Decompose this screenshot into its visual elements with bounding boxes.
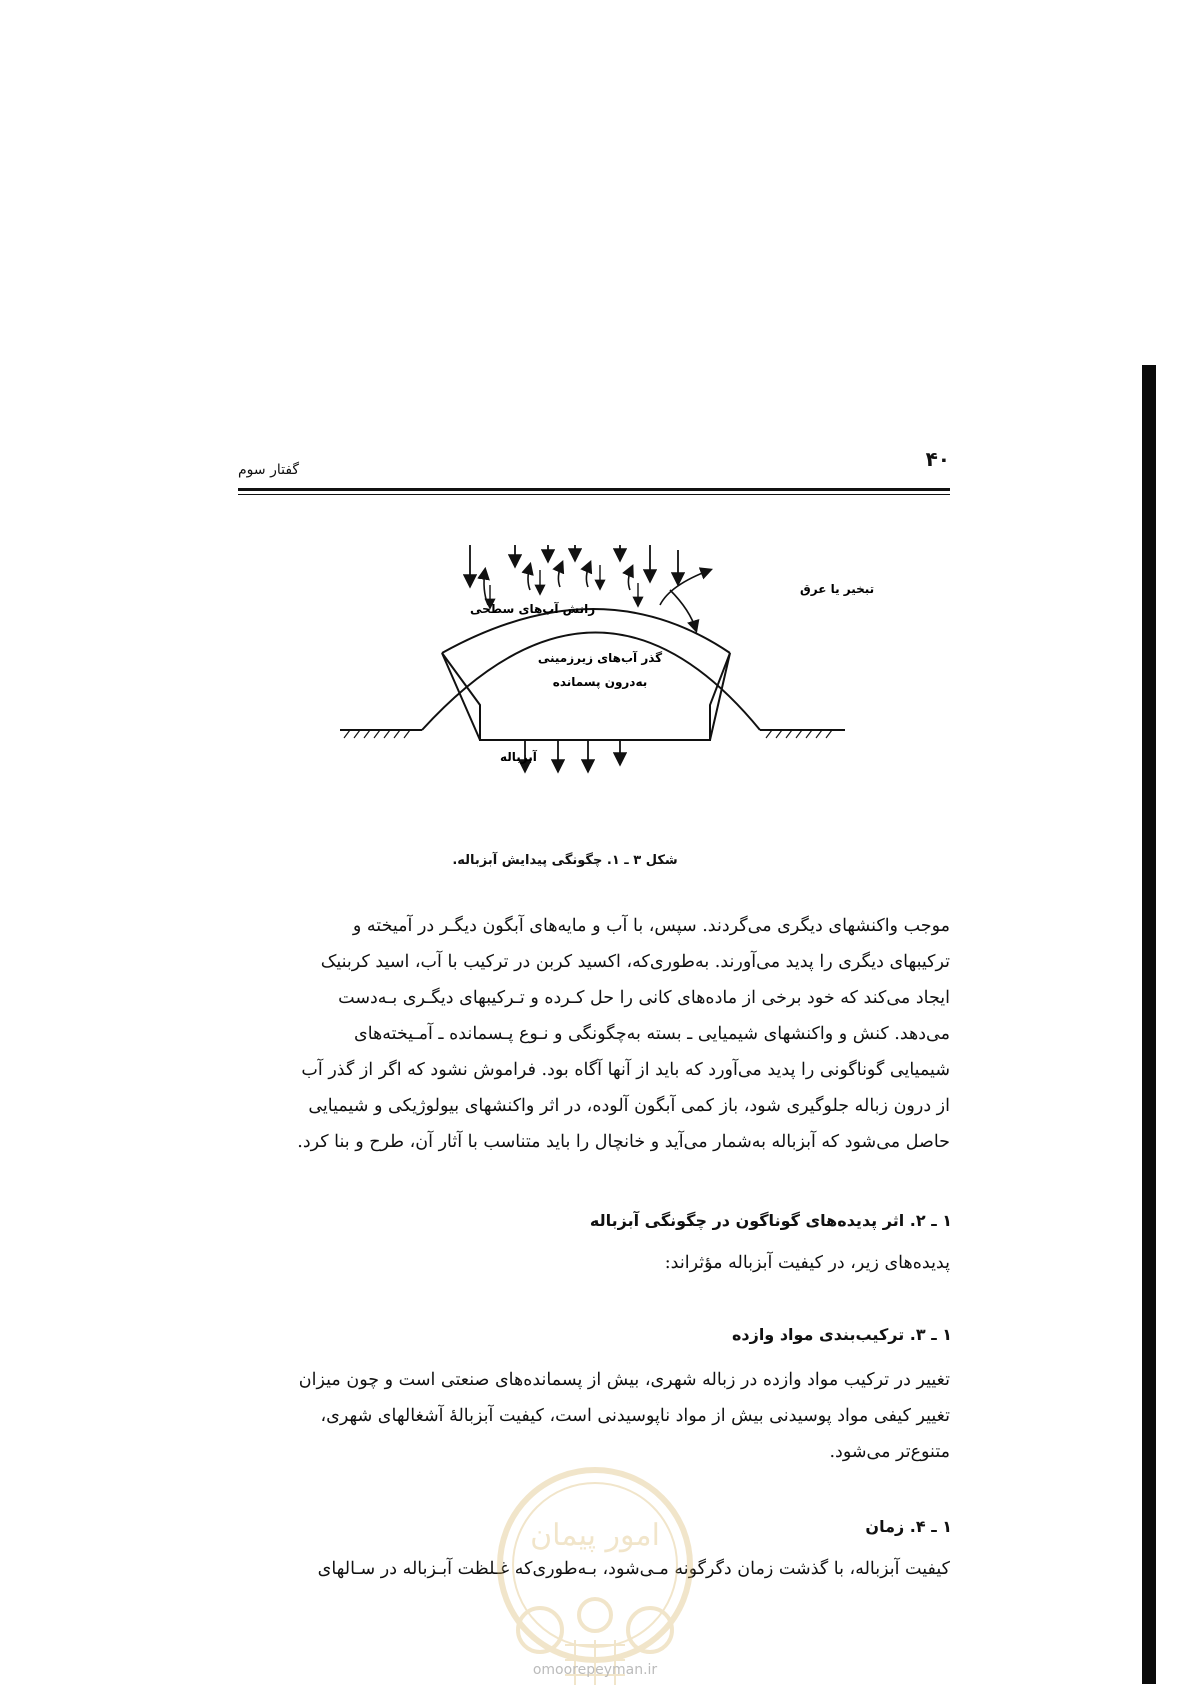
- section-1-4-line: کیفیت آبزباله، با گذشت زمان دگرگونه مـی‌شود، بـه‌طوری‌که غـلظت آبـزباله در سـالهای: [317, 1559, 950, 1579]
- paragraph-1-line: ترکیبهای دیگری را پدید می‌آورند. به‌طوری‌که، اکسید کربن در ترکیب با آب، اسید کربنیک: [320, 952, 950, 972]
- label-leachate: آبزباله: [500, 750, 537, 764]
- section-heading-1-2: ۱ ـ ۲. اثر پدیده‌های گوناگون در چگونگی آبزباله: [589, 1211, 952, 1230]
- paragraph-1-line: شیمیایی گوناگونی را پدید می‌آورد که باید از آنها آگاه بود. فراموش نشود که اگر از گذر آب: [301, 1060, 950, 1080]
- label-groundwater-2: به‌درون پسمانده: [552, 675, 648, 689]
- watermark-logo-text: امور پیمان: [530, 1518, 660, 1553]
- scan-edge-bar: [1142, 365, 1156, 1684]
- watermark-site: omoorepeyman.ir: [532, 1662, 658, 1678]
- section-1-3-line: تغییر در ترکیب مواد وازده در زباله شهری، بیش از پسمانده‌های صنعتی است و چون میزان: [298, 1370, 950, 1390]
- section-1-2-line: پدیده‌های زیر، در کیفیت آبزباله مؤثراند:: [664, 1253, 950, 1273]
- paragraph-1-line: موجب واکنشهای دیگری می‌گردند. سپس، با آب و مایه‌های آبگون دیگـر در آمیخته و: [352, 916, 950, 936]
- leachate-diagram: [330, 545, 890, 825]
- paragraph-1-line: از درون زباله جلوگیری شود، باز کمی آبگون آلوده، در اثر واکنشهای بیولوژیکی و شیمیایی: [308, 1096, 950, 1116]
- paragraph-1: [238, 908, 950, 1160]
- precipitation-arrows: [470, 545, 678, 585]
- header-rule-thin: [238, 494, 950, 495]
- paragraph-1-line: ایجاد می‌کند که خود برخی از ماده‌های کانی را حل کـرده و تـرکیبهای دیگـری بـه‌دست: [338, 988, 950, 1008]
- section-1-3-line: تغییر کیفی مواد پوسیدنی بیش از مواد ناپوسیدنی است، کیفیت آبزبالهٔ آشغالهای شهری،: [320, 1406, 950, 1426]
- section-heading-1-4: ۱ ـ ۴. زمان: [865, 1517, 952, 1536]
- ground-hatch-right: [766, 730, 832, 738]
- label-surface-runoff: رانش آب‌های سطحی: [470, 602, 596, 616]
- waste-cell-outline: [442, 653, 730, 740]
- paragraph-1-line: حاصل می‌شود که آبزباله به‌شمار می‌آید و خانچال را باید متناسب با آثار آن، طرح و بنا کرد.: [297, 1132, 950, 1152]
- section-heading-1-3: ۱ ـ ۳. ترکیب‌بندی مواد وازده: [731, 1325, 952, 1344]
- section-1-2-text: [238, 1245, 950, 1281]
- section-1-3-line: متنوع‌تر می‌شود.: [829, 1442, 950, 1462]
- paragraph-1-line: می‌دهد. کنش و واکنشهای شیمیایی ـ بسته به‌چگونگی و نـوع پـسمانده ـ آمـیخته‌های: [354, 1024, 950, 1044]
- evaporation-arrows: [484, 563, 710, 605]
- label-groundwater-1: گذر آب‌های زیرزمینی: [537, 651, 663, 665]
- ground-hatch-left: [344, 730, 410, 738]
- label-evaporation: تبخیر یا عرق: [800, 582, 875, 596]
- infiltration-arrows: [490, 565, 638, 607]
- running-header-chapter: گفتار سوم: [238, 462, 300, 478]
- header-rule-thick: [238, 488, 950, 491]
- leachate-arrows: [525, 740, 620, 770]
- figure-caption: شکل ۳ ـ ۱. چگونگی پیدایش آبزباله.: [452, 853, 678, 868]
- page-number: ۴۰: [925, 447, 950, 471]
- leachate-formation-figure: [330, 545, 890, 825]
